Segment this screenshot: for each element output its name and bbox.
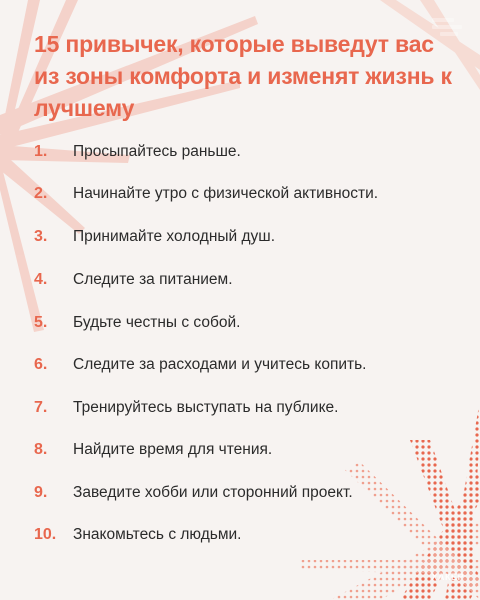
item-number: 2. <box>34 185 48 202</box>
item-text: Следите за питанием. <box>73 271 233 288</box>
list-item <box>0 521 480 549</box>
item-number: 9. <box>34 484 48 501</box>
list-item <box>0 138 480 166</box>
item-text: Заведите хобби или сторонний проект. <box>73 484 353 501</box>
item-number: 4. <box>34 271 48 288</box>
list-item <box>0 266 480 294</box>
list-item <box>0 479 480 507</box>
item-number: 10. <box>34 526 57 543</box>
list-item <box>0 394 480 422</box>
list-item <box>0 180 480 208</box>
item-text: Просыпайтесь раньше. <box>73 143 241 160</box>
item-text: Найдите время для чтения. <box>73 441 273 458</box>
item-text: Тренируйтесь выступать на публике. <box>73 399 339 416</box>
list-item <box>0 436 480 464</box>
item-text: Следите за расходами и учитесь копить. <box>73 356 367 373</box>
item-number: 5. <box>34 314 48 331</box>
item-number: 3. <box>34 228 48 245</box>
item-text: Принимайте холодный душ. <box>73 228 276 245</box>
page-title: 15 привычек, которые выведут вас из зоны комфорта и изменят жизнь к лучшему <box>34 31 452 121</box>
item-text: Будьте честны с собой. <box>73 314 241 331</box>
item-text: Знакомьтесь с людьми. <box>73 526 242 543</box>
item-number: 1. <box>34 143 48 160</box>
list-item <box>0 309 480 337</box>
item-number: 8. <box>34 441 48 458</box>
item-text: Начинайте утро с физической активности. <box>73 185 379 202</box>
item-number: 7. <box>34 399 48 416</box>
list-item <box>0 223 480 251</box>
brand-logo-bottom: ХАКЕР <box>431 572 464 582</box>
item-number: 6. <box>34 356 48 373</box>
list-item <box>0 351 480 379</box>
